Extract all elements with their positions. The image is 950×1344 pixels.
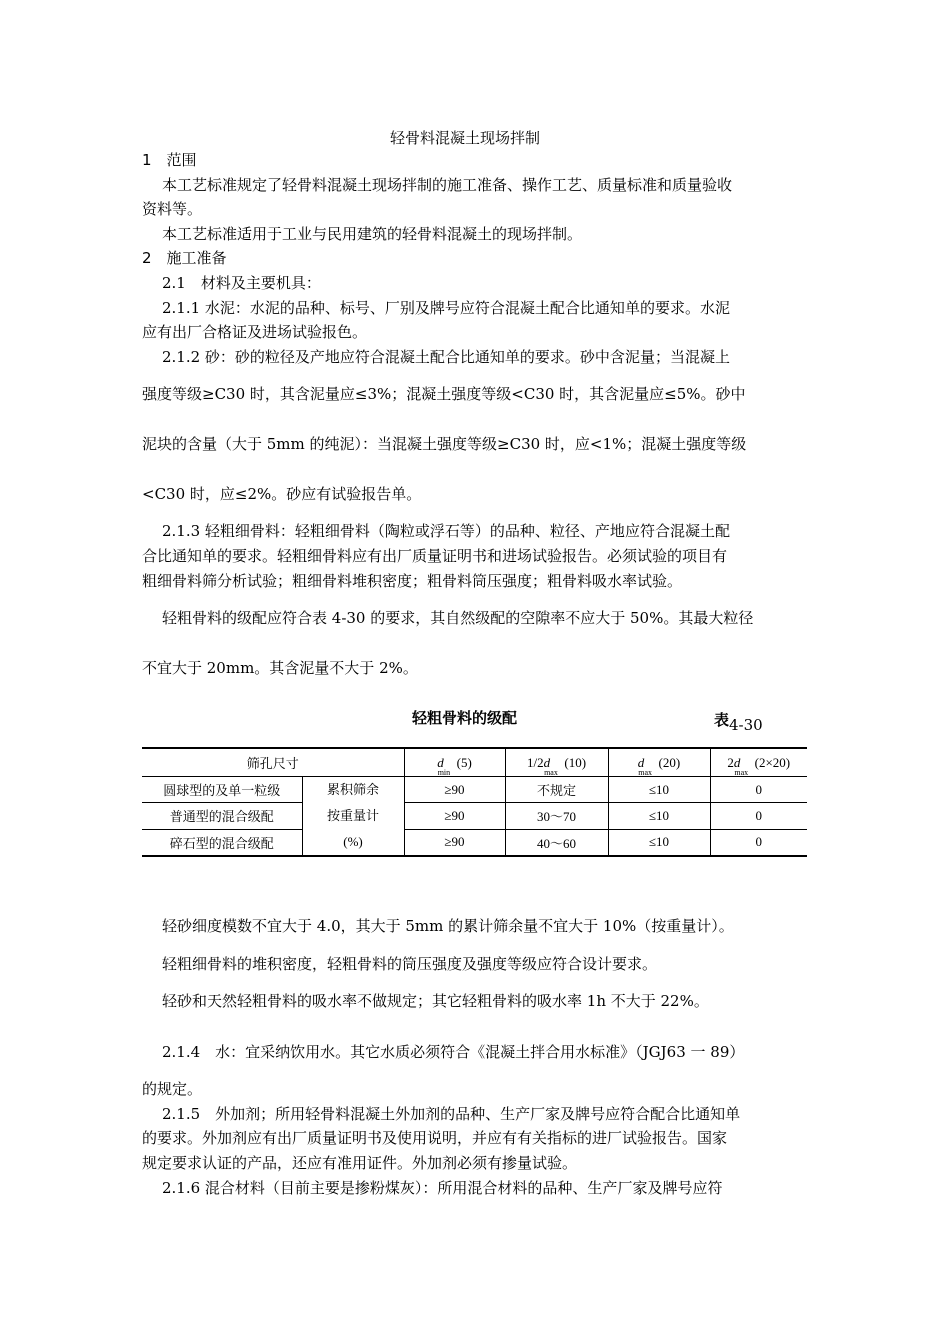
table-row (142, 829, 807, 856)
table-header-row (142, 748, 807, 777)
paragraph-line: 轻砂和天然轻粗骨料的吸水率不做规定；其它轻粗骨料的吸水率 1h 不大于 22%。 (162, 992, 709, 1010)
cell: ≤10 (608, 803, 710, 829)
paragraph-line: 不宜大于 20mm。其含泥量不大于 2%。 (142, 659, 418, 677)
table-number-value: 4-30 (729, 716, 763, 734)
cell: 不规定 (505, 777, 608, 803)
paragraph-line: 轻砂细度模数不宜大于 4.0，其大于 5mm 的累计筛余量不宜大于 10%（按重量计）。 (162, 917, 734, 935)
table-title: 轻粗骨料的级配 (412, 709, 518, 727)
header-half-dmax: $1/2d_{max}$ (10) (505, 748, 608, 777)
paragraph-line: 强度等级≥C30 时，其含泥量应≤3%；混凝土强度等级<C30 时，其含泥量应≤5%。砂中 (142, 385, 746, 403)
cell: ≥90 (404, 803, 505, 829)
section-2-heading: 2 施工准备 (142, 249, 227, 267)
section-1-heading: 1 范围 (142, 151, 197, 169)
header-dmin: $d_{min}$ (5) (404, 748, 505, 777)
paragraph-line: 2.1.6 混合材料（目前主要是掺粉煤灰）：所用混合材料的品种、生产厂家及牌号应符 (162, 1179, 723, 1197)
table-row (142, 777, 807, 803)
paragraph-line: 粗细骨料筛分析试验；粗细骨料堆积密度；粗骨料筒压强度；粗骨料吸水率试验。 (142, 572, 683, 590)
cell: ≥90 (404, 829, 505, 856)
subsection-2-1: 2.1 材料及主要机具： (162, 274, 321, 292)
unit-cell: 累积筛余 按重量计 (%) (302, 777, 404, 857)
cell: 40～60 (505, 829, 608, 856)
cell: 0 (710, 829, 807, 856)
paragraph-line: 规定要求认证的产品，还应有准用证件。外加剂必须有掺量试验。 (142, 1154, 578, 1172)
cell: ≤10 (608, 777, 710, 803)
row-type: 圆球型的及单一粒级 (142, 777, 302, 803)
cell: 30～70 (505, 803, 608, 829)
grading-table (142, 747, 807, 857)
cell: 0 (710, 803, 807, 829)
cell: 0 (710, 777, 807, 803)
row-type: 碎石型的混合级配 (142, 829, 302, 856)
header-sieve-size: 筛孔尺寸 (142, 748, 404, 777)
paragraph-line: 2.1.2 砂：砂的粒径及产地应符合混凝土配合比通知单的要求。砂中含泥量；当混凝上 (162, 348, 730, 366)
paragraph-line: 2.1.4 水：宜采纳饮用水。其它水质必须符合《混凝土拌合用水标准》（JGJ63 一 89） (162, 1043, 745, 1061)
paragraph-line: 2.1.5 外加剂；所用轻骨料混凝土外加剂的品种、生产厂家及牌号应符合配合比通知单 (162, 1105, 741, 1123)
paragraph-line: 2.1.1 水泥：水泥的品种、标号、厂别及牌号应符合混凝土配合比通知单的要求。水泥 (162, 299, 730, 317)
row-type: 普通型的混合级配 (142, 803, 302, 829)
paragraph-line: 本工艺标准适用于工业与民用建筑的轻骨料混凝土的现场拌制。 (162, 225, 583, 243)
paragraph-line: 泥块的含量（大于 5mm 的纯泥）：当混凝土强度等级≥C30 时，应<1%；混凝土强度等级 (142, 435, 747, 453)
paragraph-line: 应有出厂合格证及进场试验报色。 (142, 323, 368, 341)
paragraph-line: 本工艺标准规定了轻骨料混凝土现场拌制的施工准备、操作工艺、质量标准和质量验收 (162, 176, 733, 194)
paragraph-line: <C30 时，应≤2%。砂应有试验报告单。 (142, 485, 422, 503)
header-2dmax: $2d_{max}$ (2×20) (710, 748, 807, 777)
cell: ≤10 (608, 829, 710, 856)
paragraph-line: 合比通知单的要求。轻粗细骨料应有出厂质量证明书和进场试验报告。必须试验的项目有 (142, 547, 728, 565)
cell: ≥90 (404, 777, 505, 803)
paragraph-line: 轻粗骨料的级配应符合表 4-30 的要求，其自然级配的空隙率不应大于 50%。其最大粒径 (162, 609, 754, 627)
paragraph-line: 的规定。 (142, 1080, 203, 1098)
paragraph-line: 资料等。 (142, 200, 203, 218)
table-number (714, 709, 763, 734)
paragraph-line: 2.1.3 轻粗细骨料：轻粗细骨料（陶粒或浮石等）的品种、粒径、产地应符合混凝土配 (162, 522, 730, 540)
paragraph-line: 的要求。外加剂应有出厂质量证明书及使用说明，并应有有关指标的进厂试验报告。国家 (142, 1129, 728, 1147)
header-dmax: $d_{max}$ (20) (608, 748, 710, 777)
table-row (142, 803, 807, 829)
table-number-label: 表 (714, 711, 730, 729)
doc-title: 轻骨料混凝土现场拌制 (390, 129, 541, 147)
paragraph-line: 轻粗细骨料的堆积密度，轻粗骨料的筒压强度及强度等级应符合设计要求。 (162, 955, 658, 973)
